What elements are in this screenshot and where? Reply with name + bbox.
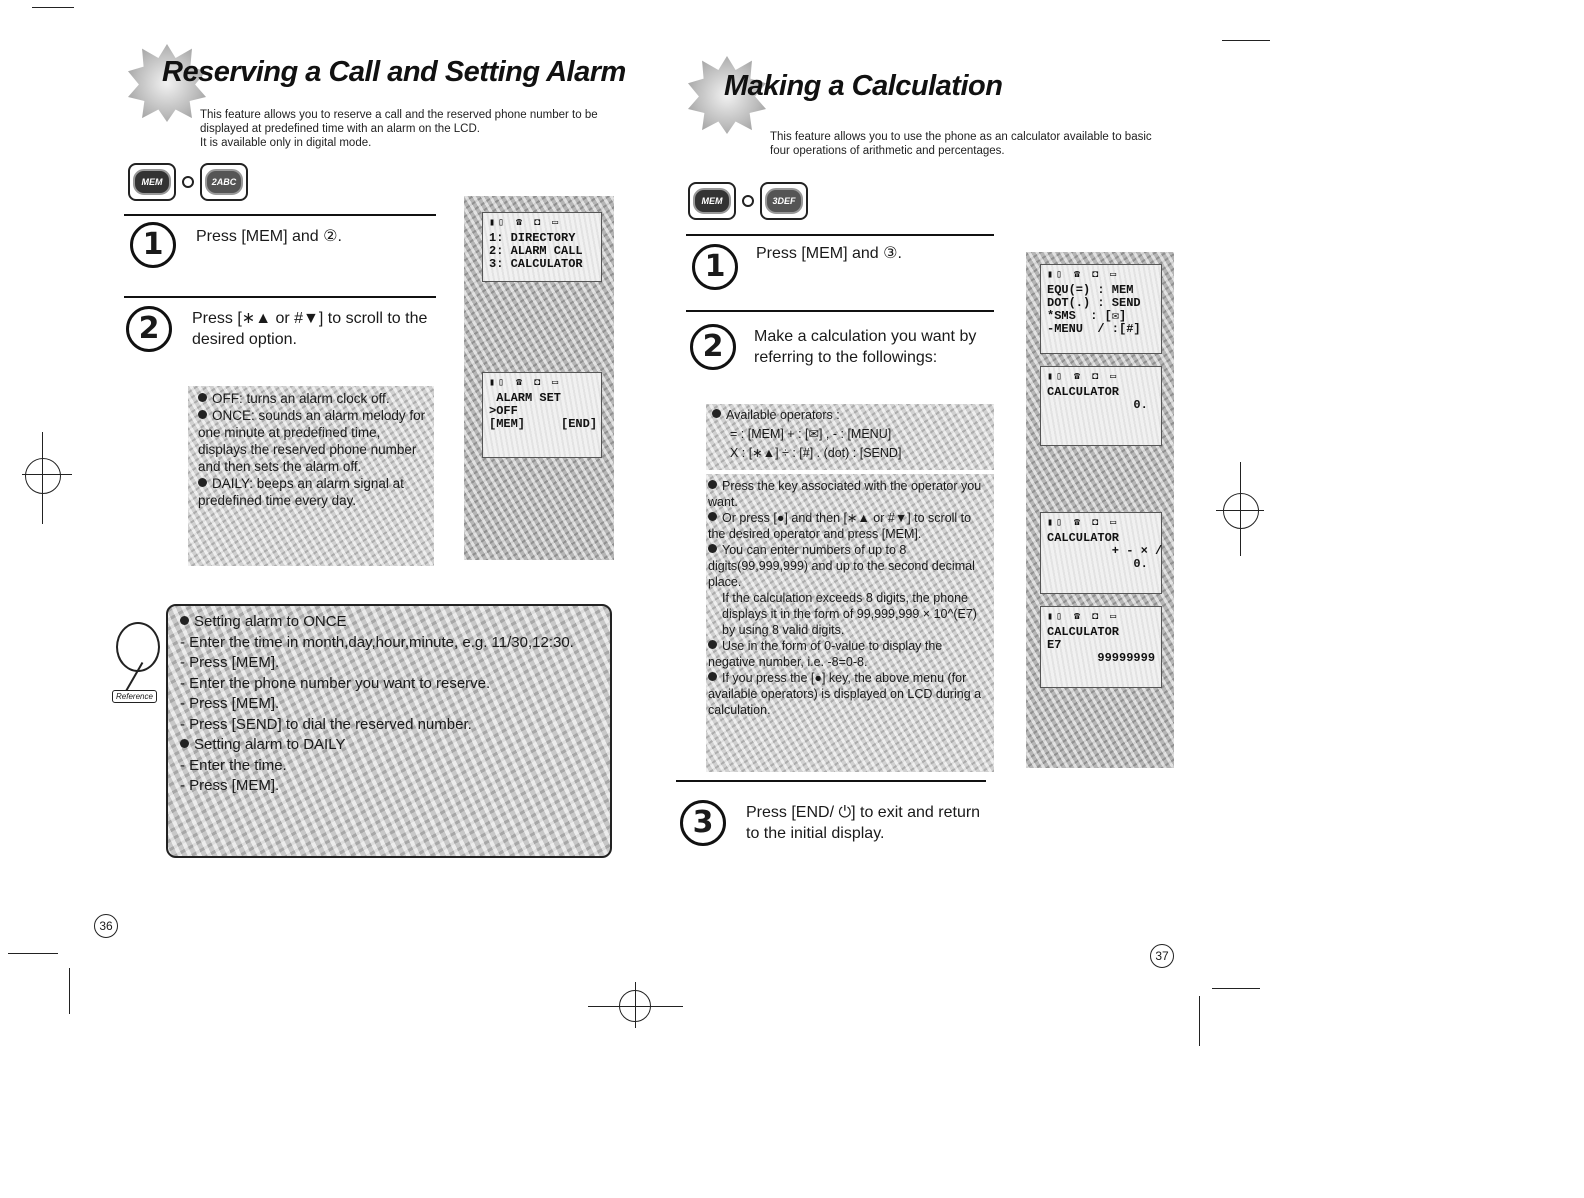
calculator-screen-e7: ▮▯ ☎ ◘ ▭ CALCULATOR E7 99999999 [1040, 606, 1162, 688]
step-3-text: Press [END/ ⏻] to exit and return to the initial display. [746, 804, 981, 842]
intro-line: four operations of arithmetic and percentages. [770, 145, 1005, 157]
operators-heading: Available operators : [712, 406, 992, 425]
reference-label: Reference [112, 690, 157, 703]
calculator-screen-initial: ▮▯ ☎ ◘ ▭ CALCULATOR 0. [1040, 366, 1162, 446]
reference-item: - Press [SEND] to dial the reserved number. [180, 715, 472, 733]
option-daily: DAILY: beeps an alarm signal at predefined time every day. [198, 476, 404, 508]
step-3-number: 3 [680, 800, 726, 846]
status-bar-icons: ▮▯ ☎ ◘ ▭ [1047, 270, 1120, 281]
reference-item: - Enter the time in month,day,hour,minute, e.g. 11/30,12:30. [180, 633, 574, 651]
option-off: OFF: turns an alarm clock off. [198, 390, 430, 407]
note-item: If you press the [●] key, the above menu (for available operators) is displayed on LCD during a calculation. [708, 671, 982, 717]
menu-screen: ▮▯ ☎ ◘ ▭ 1: DIRECTORY 2: ALARM CALL 3: CALCULATOR [482, 212, 602, 282]
crop-mark [8, 953, 58, 954]
step-divider [124, 296, 436, 298]
left-intro [200, 108, 630, 150]
step-divider [686, 234, 994, 236]
sequence-dot-icon [742, 195, 754, 207]
crop-mark [1222, 40, 1270, 41]
note-item: You can enter numbers of up to 8 digits(99,999,999) and up to the second decimal place. [708, 543, 975, 589]
status-bar-icons: ▮▯ ☎ ◘ ▭ [1047, 612, 1120, 623]
step-1-text: Press [MEM] and ③. [756, 245, 902, 262]
step-divider [124, 214, 436, 216]
step-2-text: Press [∗▲ or #▼] to scroll to the desired option. [192, 310, 428, 348]
registration-mark [1223, 493, 1259, 529]
operators-list [712, 406, 992, 463]
right-page-title: Making a Calculation [724, 70, 1003, 102]
page-number-right: 37 [1150, 944, 1174, 968]
alarm-set-screen: ▮▯ ☎ ◘ ▭ ALARM SET >OFF [MEM] [END] [482, 372, 602, 458]
calculator-screen-operators: ▮▯ ☎ ◘ ▭ CALCULATOR + - × / 0. [1040, 512, 1162, 594]
reference-heading-once: Setting alarm to ONCE [180, 612, 600, 633]
mem-key-icon: MEM [128, 163, 176, 201]
crop-mark [1212, 988, 1260, 989]
reference-item: - Enter the time. [180, 756, 287, 774]
note-item: Or press [●] and then [∗▲ or #▼] to scroll to the desired operator and press [MEM]. [708, 511, 972, 541]
operator-menu-screen: ▮▯ ☎ ◘ ▭ EQU(=) : MEM DOT(.) : SEND *SMS : [✉] -MENU / :[#] [1040, 264, 1162, 354]
note-item: Use in the form of 0-value to display the negative number, i.e. -8=0-8. [708, 639, 943, 669]
sequence-dot-icon [182, 176, 194, 188]
status-bar-icons: ▮▯ ☎ ◘ ▭ [1047, 518, 1120, 529]
reference-text [180, 612, 600, 797]
intro-line: This feature allows you to use the phone as an calculator available to basic [770, 131, 1152, 143]
status-bar-icons: ▮▯ ☎ ◘ ▭ [489, 218, 562, 229]
reference-heading-daily: Setting alarm to DAILY [180, 735, 600, 756]
mem-key-icon: MEM [688, 182, 736, 220]
crop-mark [1199, 996, 1200, 1046]
intro-line: displayed at predefined time with an alarm on the LCD. [200, 123, 480, 135]
reference-item: - Press [MEM]. [180, 695, 280, 712]
right-intro [770, 130, 1190, 158]
note-item: Press the key associated with the operator you want. [708, 479, 982, 509]
step-1-number: 1 [692, 244, 738, 290]
two-key-icon: 2ABC [200, 163, 248, 201]
step-divider [686, 310, 994, 312]
status-bar-icons: ▮▯ ☎ ◘ ▭ [489, 378, 562, 389]
note-item: If the calculation exceeds 8 digits, the phone displays it in the form of 99,999,999 × 10^(E7) by using 8 valid digits. [722, 591, 977, 637]
left-key-sequence [128, 163, 248, 201]
registration-mark [25, 458, 61, 494]
step-2-text: Make a calculation you want by referring to the followings: [754, 328, 977, 366]
notes-list [708, 478, 990, 718]
reference-item: - Press [MEM]. [180, 654, 280, 671]
reference-item: - Enter the phone number you want to reserve. [180, 674, 491, 692]
operators-row: X : [∗▲] ÷ : [#] . (dot) : [SEND] [730, 446, 902, 460]
page-number-left: 36 [94, 914, 118, 938]
registration-mark [619, 990, 651, 1022]
crop-mark [32, 7, 74, 8]
operators-row: = : [MEM] + : [✉] , - : [MENU] [730, 427, 892, 441]
left-page-title: Reserving a Call and Setting Alarm [162, 56, 626, 88]
step-1-number: 1 [130, 222, 176, 268]
magnifier-icon [116, 622, 160, 672]
step-divider [676, 780, 986, 782]
step-2-number: 2 [690, 324, 736, 370]
option-once: ONCE: sounds an alarm melody for one minute at predefined time, displays the reserved phone number and then sets the alarm off. [198, 408, 426, 474]
three-key-icon: 3DEF [760, 182, 808, 220]
status-bar-icons: ▮▯ ☎ ◘ ▭ [1047, 372, 1120, 383]
alarm-options-list [198, 390, 430, 509]
intro-line: It is available only in digital mode. [200, 137, 372, 149]
right-key-sequence [688, 182, 808, 220]
crop-mark [69, 968, 70, 1014]
step-1-text: Press [MEM] and ②. [196, 228, 342, 245]
step-2-number: 2 [126, 306, 172, 352]
intro-line: This feature allows you to reserve a call and the reserved phone number to be [200, 109, 598, 121]
reference-item: - Press [MEM]. [180, 777, 280, 794]
